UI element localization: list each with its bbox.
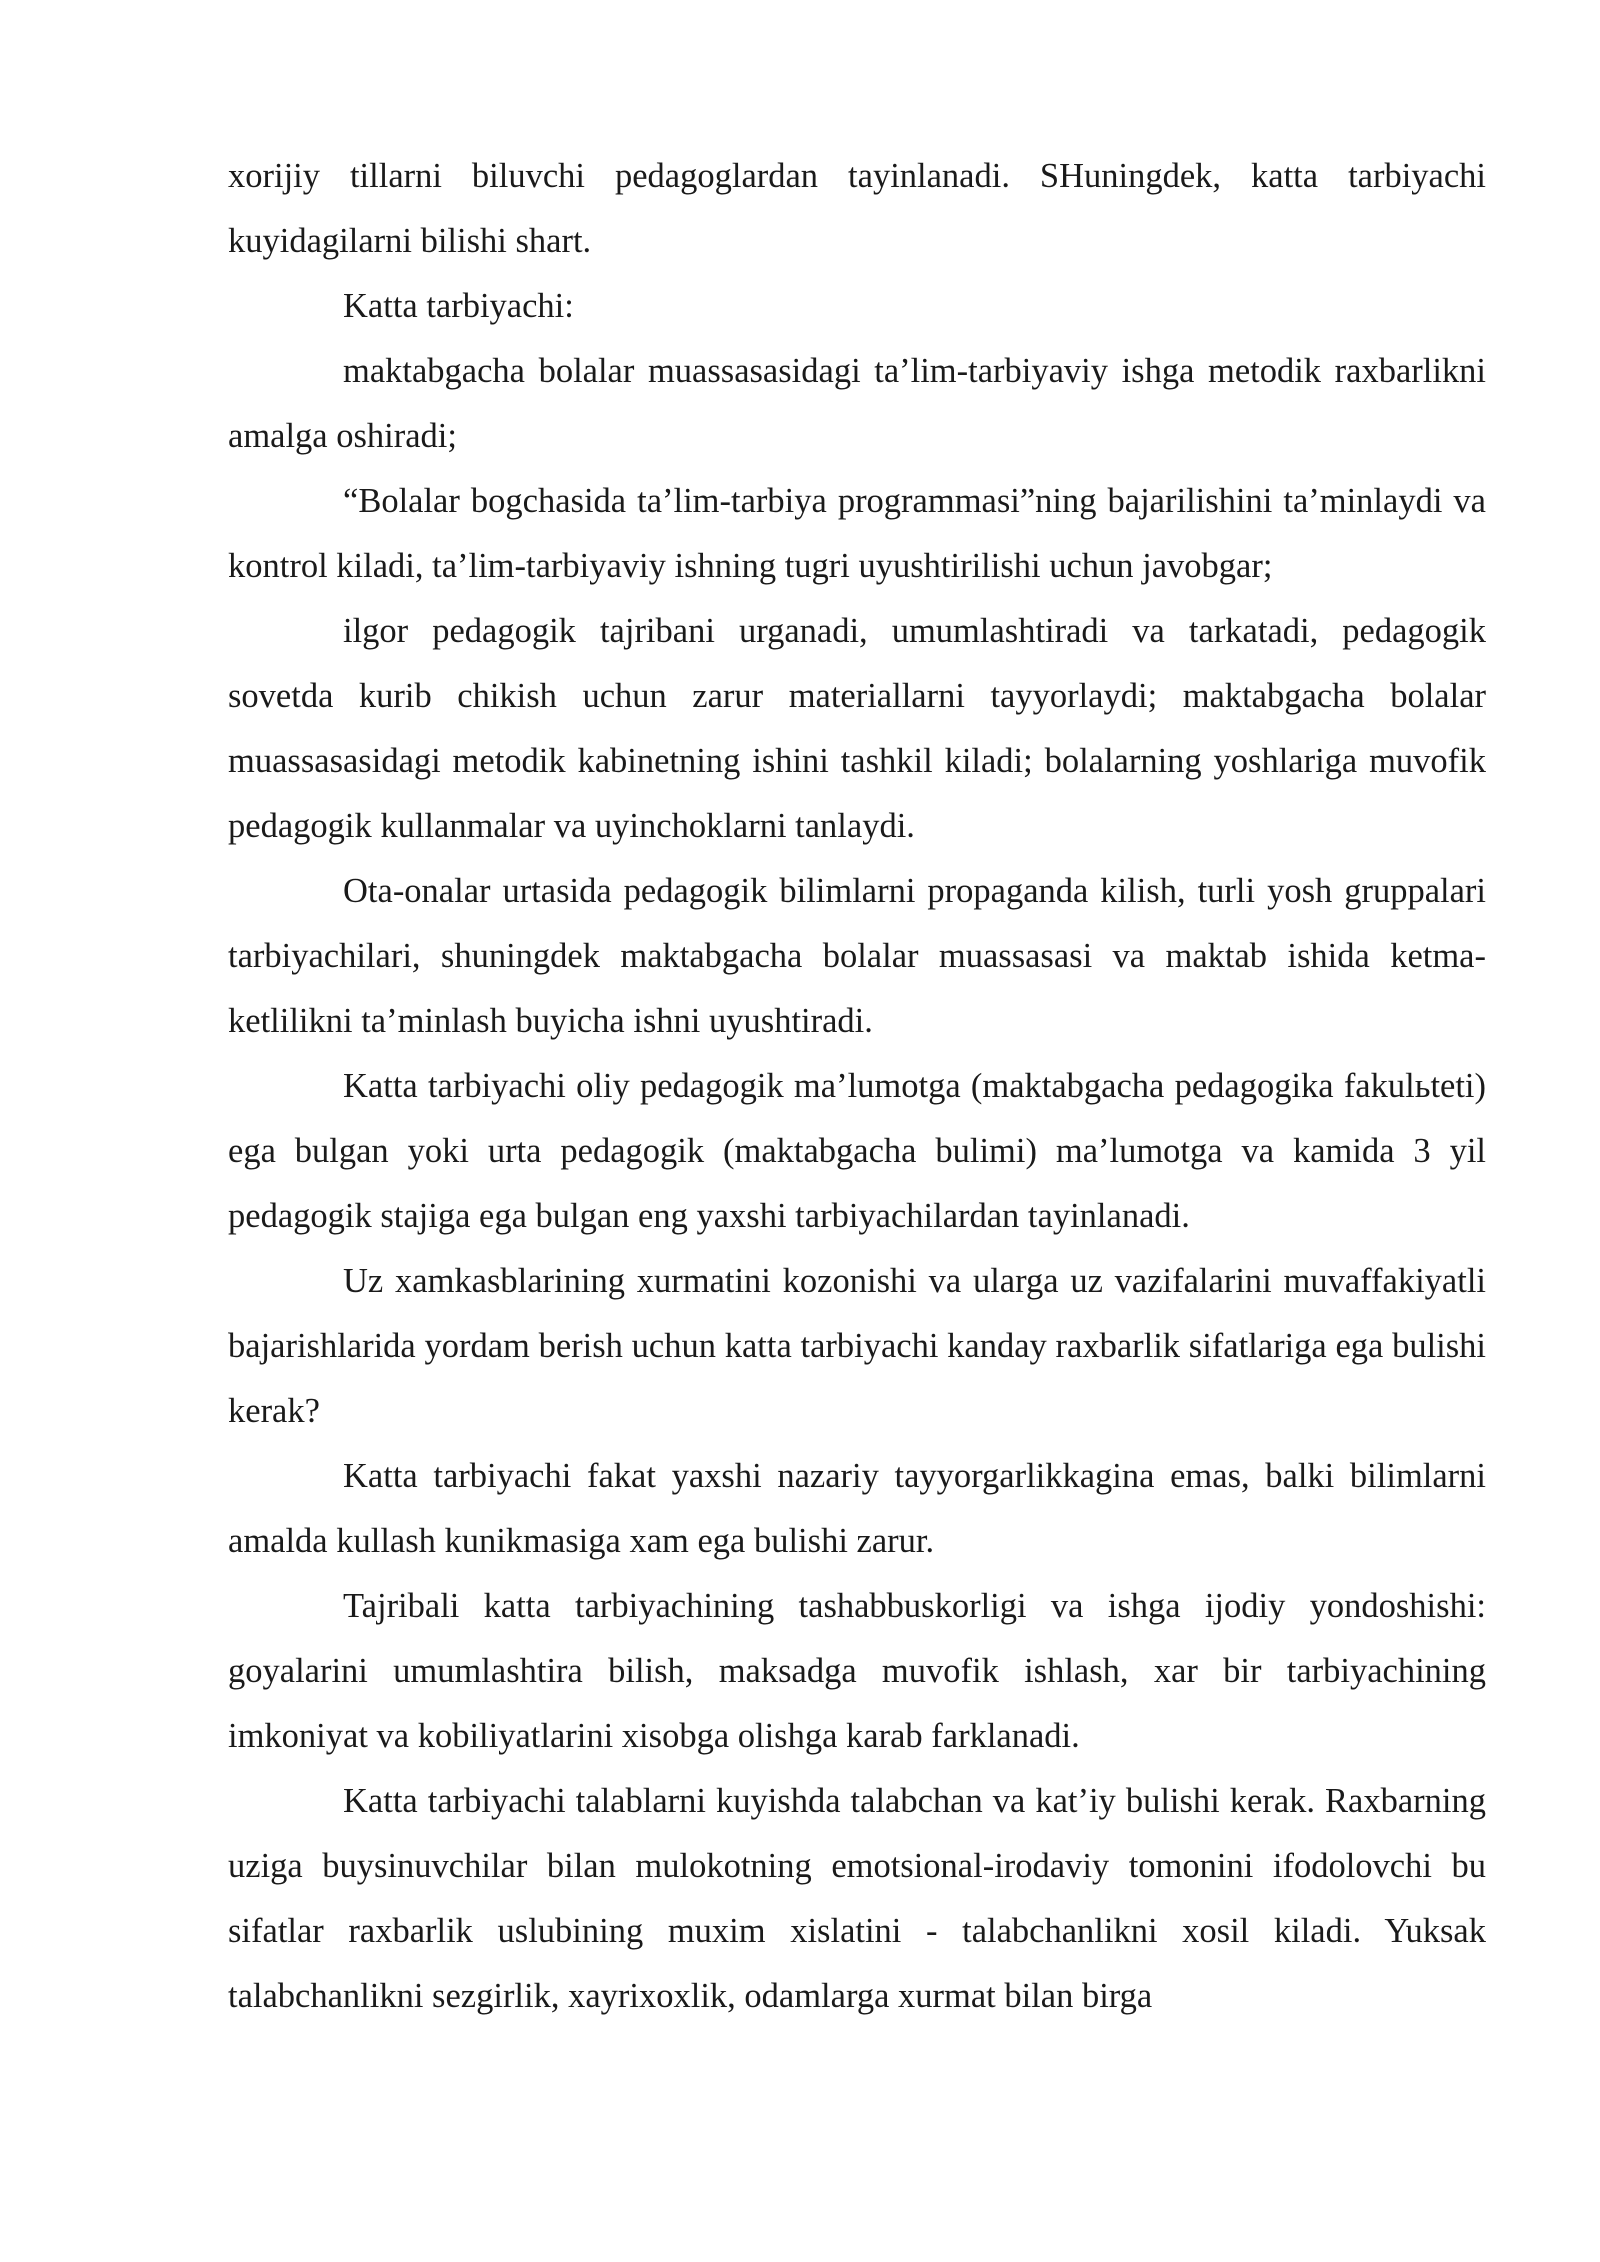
paragraph: Tajribali katta tarbiyachining tashabbuskorligi va ishga ijodiy yondoshishi: goyalarini umumlashtira bilish, maksadga muvofik ishlash, xar bir tarbiyachining imkoniyat va kobiliyatlarini xisobga olishga karab farklanadi. bbox=[228, 1587, 1486, 1755]
paragraph-continued: xorijiy tillarni biluvchi pedagoglardan tayinlanadi. SHuningdek, katta tarbiyachi kuyidagilarni bilishi shart. bbox=[228, 157, 1486, 260]
paragraph: Uz xamkasblarining xurmatini kozonishi va ularga uz vazifalarini muvaffakiyatli bajarishlarida yordam berish uchun katta tarbiyachi kanday raxbarlik sifatlariga ega bulishi kerak? bbox=[228, 1262, 1486, 1430]
document-body bbox=[228, 144, 1486, 2029]
paragraph: Ota-onalar urtasida pedagogik bilimlarni propaganda kilish, turli yosh gruppalari tarbiyachilari, shuningdek maktabgacha bolalar muassasasi va maktab ishida ketma-ketlilikni ta’minlash buyicha ishni uyushtiradi. bbox=[228, 872, 1486, 1040]
paragraph: Katta tarbiyachi: bbox=[343, 287, 574, 325]
paragraph: Katta tarbiyachi talablarni kuyishda talabchan va kat’iy bulishi kerak. Raxbarning uziga buysinuvchilar bilan mulokotning emotsional-irodaviy tomonini ifodolovchi bu sifatlar raxbarlik uslubining muxim xislatini - talabchanlikni xosil kiladi. Yuksak talabchanlikni sezgirlik, xayrixoxlik, odamlarga xurmat bilan birga bbox=[228, 1782, 1486, 2015]
paragraph: Katta tarbiyachi oliy pedagogik ma’lumotga (maktabgacha pedagogika fakulьteti) ega bulgan yoki urta pedagogik (maktabgacha bulimi) ma’lumotga va kamida 3 yil pedagogik stajiga ega bulgan eng yaxshi tarbiyachilardan tayinlanadi. bbox=[228, 1067, 1486, 1235]
paragraph: ilgor pedagogik tajribani urganadi, umumlashtiradi va tarkatadi, pedagogik sovetda kurib chikish uchun zarur materiallarni tayyorlaydi; maktabgacha bolalar muassasasidagi metodik kabinetning ishini tashkil kiladi; bolalarning yoshlariga muvofik pedagogik kullanmalar va uyinchoklarni tanlaydi. bbox=[228, 612, 1486, 845]
paragraph: “Bolalar bogchasida ta’lim-tarbiya programmasi”ning bajarilishini ta’minlaydi va kontrol kiladi, ta’lim-tarbiyaviy ishning tugri uyushtirilishi uchun javobgar; bbox=[228, 482, 1486, 585]
paragraph: Katta tarbiyachi fakat yaxshi nazariy tayyorgarlikkagina emas, balki bilimlarni amalda kullash kunikmasiga xam ega bulishi zarur. bbox=[228, 1457, 1486, 1560]
paragraph: maktabgacha bolalar muassasasidagi ta’lim-tarbiyaviy ishga metodik raxbarlikni amalga oshiradi; bbox=[228, 352, 1486, 455]
